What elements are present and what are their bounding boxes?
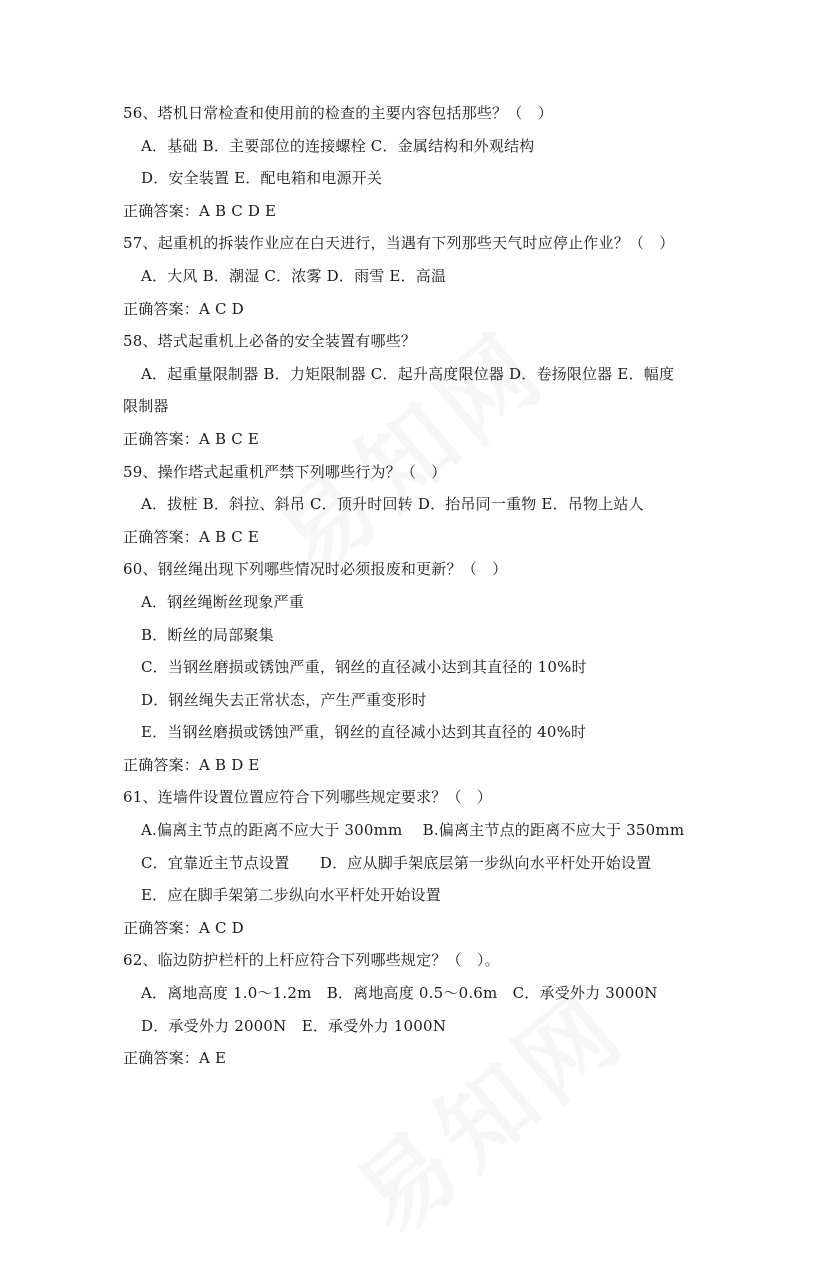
question-line: 57、起重机的拆装作业应在白天进行，当遇有下列那些天气时应停止作业？（ ）: [123, 234, 675, 253]
answer-line: 正确答案：A C D: [123, 918, 244, 937]
option-line: C．宜靠近主节点设置 D．应从脚手架底层第一步纵向水平杆处开始设置: [141, 853, 652, 872]
question-line: 58、塔式起重机上必备的安全装置有哪些？: [123, 332, 417, 351]
question-line: 56、塔机日常检查和使用前的检查的主要内容包括那些？（ ）: [123, 104, 553, 122]
option-line: A．大风 B．潮湿 C．浓雾 D．雨雪 E．高温: [141, 266, 447, 285]
option-line: E．应在脚手架第二步纵向水平杆处开始设置: [141, 886, 441, 905]
question-list: [123, 97, 713, 1075]
option-line: E．当钢丝磨损或锈蚀严重，钢丝的直径减小达到其直径的 40%时: [141, 723, 587, 742]
option-line: A．基础 B．主要部位的连接螺栓 C．金属结构和外观结构: [141, 136, 535, 155]
option-line: A．钢丝绳断丝现象严重: [141, 592, 305, 611]
option-line: D．安全装置 E．配电箱和电源开关: [141, 169, 383, 188]
option-line: A．起重量限制器 B．力矩限制器 C．起升高度限位器 D．卷扬限位器 E．幅度: [141, 364, 675, 383]
answer-line: 正确答案：A C D: [123, 299, 244, 318]
option-line: D．钢丝绳失去正常状态，产生严重变形时: [141, 690, 427, 709]
question-line: 60、钢丝绳出现下列哪些情况时必须报废和更新？（ ）: [123, 560, 508, 579]
option-line: D．承受外力 2000N E．承受外力 1000N: [141, 1016, 447, 1035]
option-line: A．离地高度 1.0～1.2m B．离地高度 0.5～0.6m C．承受外力 3000N: [141, 984, 658, 1003]
question-line: 62、临边防护栏杆的上杆应符合下列哪些规定？（ ）。: [123, 951, 500, 970]
option-line: B．断丝的局部聚集: [141, 625, 274, 644]
answer-line: 正确答案：A B C E: [123, 429, 259, 448]
option-line: A．拔桩 B．斜拉、斜吊 C．顶升时回转 D．抬吊同一重物 E．吊物上站人: [141, 495, 644, 514]
question-line: 59、操作塔式起重机严禁下列哪些行为？（ ）: [123, 462, 447, 481]
text-line: 限制器: [123, 397, 169, 416]
option-line: A.偏离主节点的距离不应大于 300mm B.偏离主节点的距离不应大于 350mm: [141, 821, 685, 840]
option-line: C．当钢丝磨损或锈蚀严重，钢丝的直径减小达到其直径的 10%时: [141, 658, 587, 677]
answer-line: 正确答案：A B C D E: [123, 201, 277, 220]
question-line: 61、连墙件设置位置应符合下列哪些规定要求？（ ）: [123, 788, 493, 807]
answer-line: 正确答案：A E: [123, 1049, 227, 1068]
answer-line: 正确答案：A B D E: [123, 755, 260, 774]
answer-line: 正确答案：A B C E: [123, 527, 259, 546]
